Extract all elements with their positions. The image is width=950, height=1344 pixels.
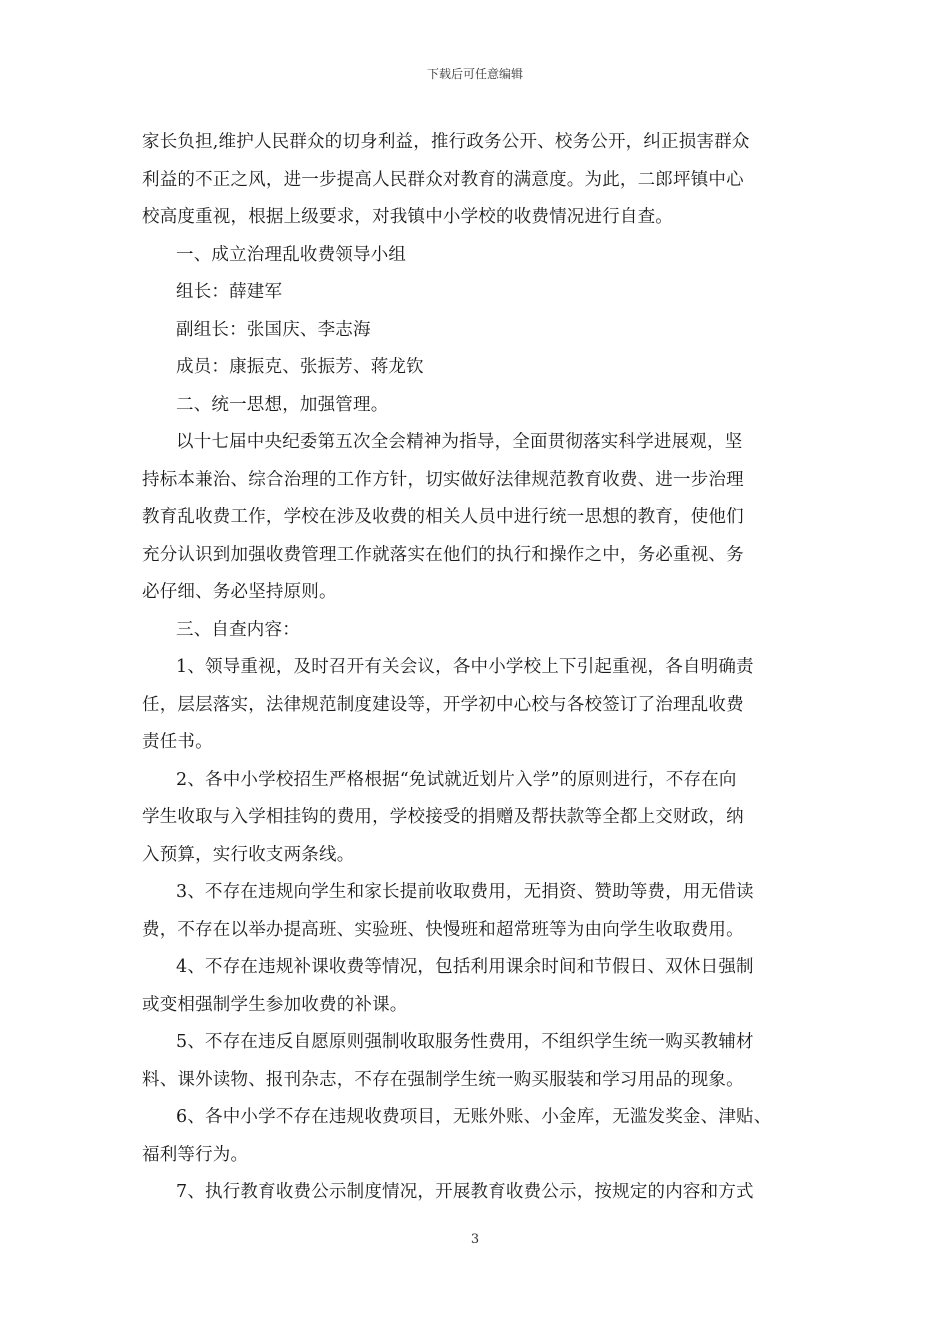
text-line: 副组长：张国庆、李志海 [176, 319, 371, 340]
section-heading-3: 三、自查内容： [176, 619, 300, 640]
text-line: 以十七届中央纪委第五次全会精神为指导，全面贯彻落实科学进展观，坚 [176, 432, 743, 452]
text-line: 家长负担,维护人民群众的切身利益，推行政务公开、校务公开，纠正损害群众 [142, 132, 750, 152]
text-line: 6、各中小学不存在违规收费项目，无账外账、小金库，无滥发奖金、津贴、 [176, 1107, 772, 1127]
section-heading-2: 二、统一思想，加强管理。 [176, 394, 389, 415]
page-header: 下载后可任意编辑 [426, 67, 523, 81]
section-heading-1: 一、成立治理乱收费领导小组 [176, 244, 407, 265]
text-line: 持标本兼治、综合治理的工作方针，切实做好法律规范教育收费、进一步治理 [142, 469, 744, 490]
text-line: 责任书。 [142, 732, 213, 752]
text-line: 4、不存在违规补课收费等情况，包括利用课余时间和节假日、双休日强制 [176, 957, 754, 977]
text-line: 7、执行教育收费公示制度情况，开展教育收费公示，按规定的内容和方式 [176, 1182, 754, 1202]
text-line: 5、不存在违反自愿原则强制收取服务性费用，不组织学生统一购买教辅材 [176, 1032, 754, 1052]
text-line: 费，不存在以举办提高班、实验班、快慢班和超常班等为由向学生收取费用。 [142, 919, 744, 940]
text-line: 入预算，实行收支两条线。 [142, 844, 355, 865]
text-line: 学生收取与入学相挂钩的费用，学校接受的捐赠及帮扶款等全都上交财政，纳 [142, 807, 744, 827]
text-line: 充分认识到加强收费管理工作就落实在他们的执行和操作之中，务必重视、务 [142, 544, 744, 565]
text-line: 料、课外读物、报刊杂志，不存在强制学生统一购买服装和学习用品的现象。 [142, 1069, 744, 1090]
text-line: 3、不存在违规向学生和家长提前收取费用，无捐资、赞助等费，用无借读 [176, 882, 754, 902]
text-line: 必仔细、务必坚持原则。 [142, 582, 337, 602]
text-line: 2、各中小学校招生严格根据“免试就近划片入学”的原则进行，不存在向 [176, 769, 737, 790]
text-line: 成员：康振克、张振芳、蒋龙钦 [176, 357, 424, 377]
text-line: 校高度重视，根据上级要求，对我镇中小学校的收费情况进行自查。 [142, 207, 673, 227]
text-line: 利益的不正之风，进一步提高人民群众对教育的满意度。为此，二郎坪镇中心 [142, 169, 744, 190]
text-line: 任，层层落实，法律规范制度建设等，开学初中心校与各校签订了治理乱收费 [142, 694, 744, 715]
page-number: 3 [470, 1232, 480, 1247]
text-line: 组长：薛建军 [176, 282, 283, 302]
document-body [142, 124, 812, 1212]
text-line: 1、领导重视，及时召开有关会议，各中小学校上下引起重视，各自明确责 [176, 657, 754, 677]
text-line: 教育乱收费工作，学校在涉及收费的相关人员中进行统一思想的教育，使他们 [142, 507, 744, 527]
text-line: 或变相强制学生参加收费的补课。 [142, 994, 408, 1015]
text-line: 福利等行为。 [142, 1144, 249, 1165]
